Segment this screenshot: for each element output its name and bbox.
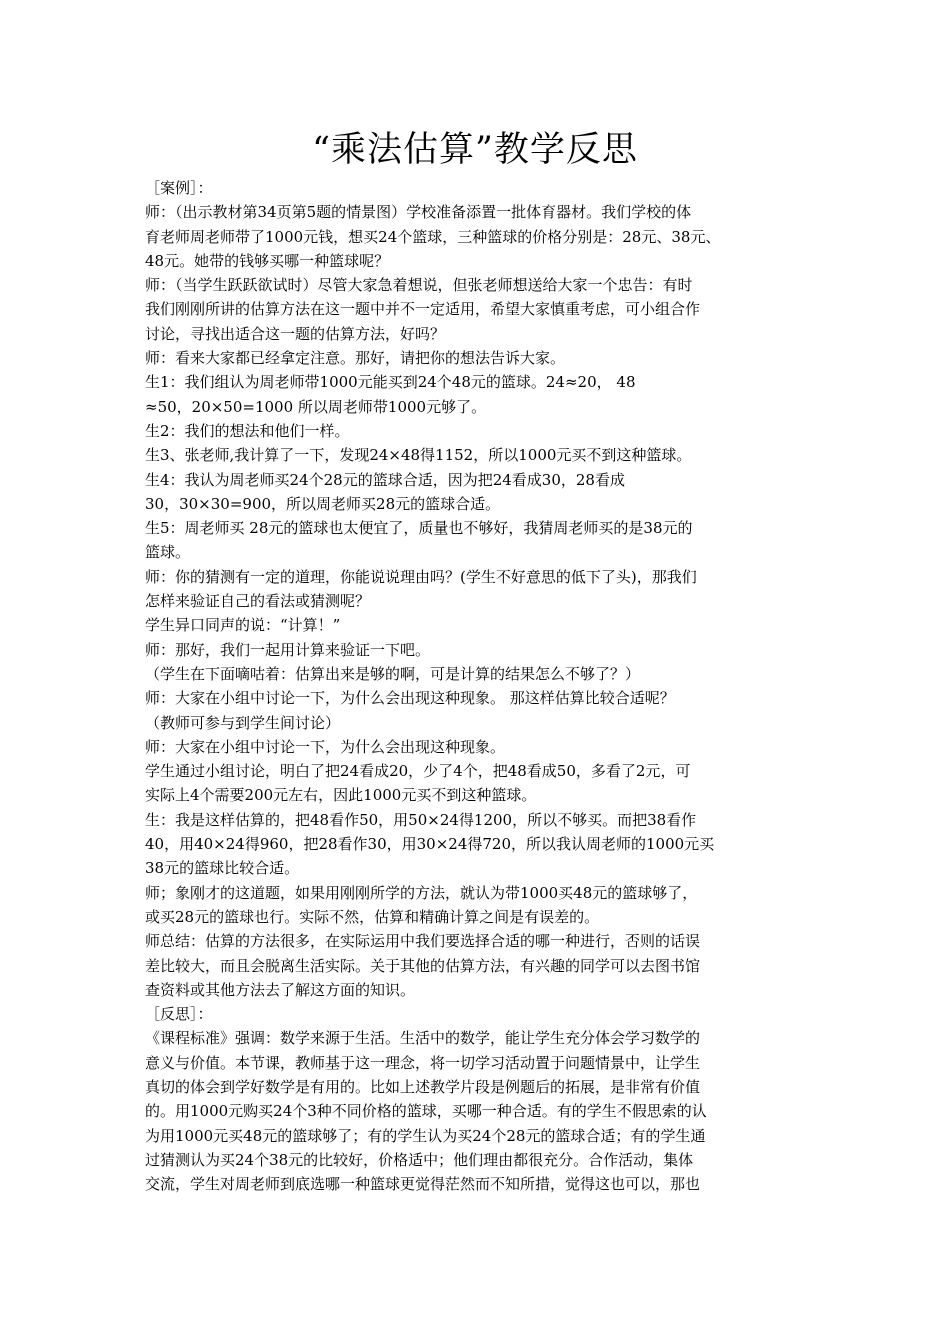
text-line: 师总结：估算的方法很多，在实际运用中我们要选择合适的哪一种进行，否则的话误: [145, 932, 701, 951]
text-line: 《课程标准》强调：数学来源于生活。生活中的数学，能让学生充分体会学习数学的: [145, 1029, 701, 1048]
text-line: 学生异口同声的说：“计算！”: [145, 616, 341, 635]
text-line: 30，30×30=900，所以周老师买28元的篮球合适。: [145, 494, 501, 513]
text-line: 师；象刚才的这道题，如果用刚刚所学的方法，就认为带1000买48元的篮球够了，: [145, 883, 698, 902]
text-line: 48元。她带的钱够买哪一种篮球呢？: [145, 251, 390, 270]
text-line: 过猜测认为买24个38元的比较好，价格适中；他们理由都很充分。合作活动，集体: [145, 1150, 694, 1169]
text-line: 生：我是这样估算的，把48看作50，用50×24得1200，所以不够买。而把38看作: [145, 810, 697, 829]
text-line: 怎样来验证自己的看法或猜测呢？: [145, 592, 371, 611]
text-line: 差比较大，而且会脱离生活实际。关于其他的估算方法，有兴趣的同学可以去图书馆: [145, 956, 701, 975]
text-line: 育老师周老师带了1000元钱，想买24个篮球，三种篮球的价格分别是：28元、38元、: [145, 227, 721, 246]
text-line: 生3、张老师,我计算了一下，发现24×48得1152，所以1000元买不到这种篮球。: [145, 446, 692, 465]
text-line: 生4：我认为周老师买24个28元的篮球合适，因为把24看成30，28看成: [145, 470, 625, 489]
text-line: 意义与价值。本节课，教师基于这一理念，将一切学习活动置于问题情景中，让学生: [145, 1053, 701, 1072]
text-line: 生2：我们的想法和他们一样。: [145, 421, 350, 440]
text-line: 38元的篮球比较合适。: [145, 859, 300, 878]
text-line: 交流，学生对周老师到底选哪一种篮球更觉得茫然而不知所措，觉得这也可以，那也: [145, 1175, 701, 1194]
text-line: 实际上4个需要200元左右，因此1000元买不到这种篮球。: [145, 786, 537, 805]
text-line: 生1：我们组认为周老师带1000元能买到24个48元的篮球。24≈20， 48: [145, 373, 636, 392]
text-line: 师：那好，我们一起用计算来验证一下吧。: [145, 640, 431, 659]
text-line: 篮球。: [145, 543, 191, 562]
text-line: ［案例］：: [145, 179, 213, 197]
document-body: [145, 176, 810, 1196]
text-line: ≈50，20×50=1000 所以周老师带1000元够了。: [145, 397, 487, 416]
text-line: 师：你的猜测有一定的道理，你能说说理由吗？(学生不好意思的低下了头)，那我们: [145, 567, 697, 586]
text-line: 师：（出示教材第34页第5题的情景图）学校准备添置一批体育器材。我们学校的体: [145, 203, 692, 222]
text-line: 真切的体会到学好数学是有用的。比如上述教学片段是例题后的拓展，是非常有价值: [145, 1077, 701, 1096]
text-line: ［反思］：: [145, 1005, 213, 1024]
text-line: （教师可参与到学生间讨论）: [145, 713, 341, 732]
text-line: （学生在下面嘀咕着：估算出来是够的啊，可是计算的结果怎么不够了？）: [145, 664, 641, 683]
document-title: “乘法估算”教学反思: [312, 130, 638, 170]
text-line: 或买28元的篮球也行。实际不然，估算和精确计算之间是有误差的。: [145, 907, 600, 926]
text-line: 为用1000元买48元的篮球够了；有的学生认为买24个28元的篮球合适；有的学生通: [145, 1126, 706, 1145]
text-line: 师：大家在小组中讨论一下，为什么会出现这种现象。 那这样估算比较合适呢？: [145, 689, 675, 708]
text-line: 查资料或其他方法去了解这方面的知识。: [145, 980, 416, 999]
text-line: 40，用40×24得960，把28看作30，用30×24得720，所以我认周老师的1000元买: [145, 835, 715, 854]
text-line: 的。用1000元购买24个3种不同价格的篮球，买哪一种合适。有的学生不假思索的认: [145, 1102, 707, 1121]
text-line: 讨论，寻找出适合这一题的估算方法，好吗？: [145, 324, 446, 343]
text-line: 我们刚刚所讲的估算方法在这一题中并不一定适用，希望大家慎重考虑，可小组合作: [145, 300, 701, 319]
text-line: 师：看来大家都已经拿定注意。那好，请把你的想法告诉大家。: [145, 349, 566, 368]
text-line: 师：（当学生跃跃欲试时）尽管大家急着想说，但张老师想送给大家一个忠告：有时: [145, 276, 693, 295]
text-line: 师：大家在小组中讨论一下，为什么会出现这种现象。: [145, 737, 506, 756]
text-line: 生5：周老师买 28元的篮球也太便宜了，质量也不够好，我猜周老师买的是38元的: [145, 519, 693, 538]
text-line: 学生通过小组讨论，明白了把24看成20，少了4个，把48看成50，多看了2元，可: [145, 762, 691, 781]
